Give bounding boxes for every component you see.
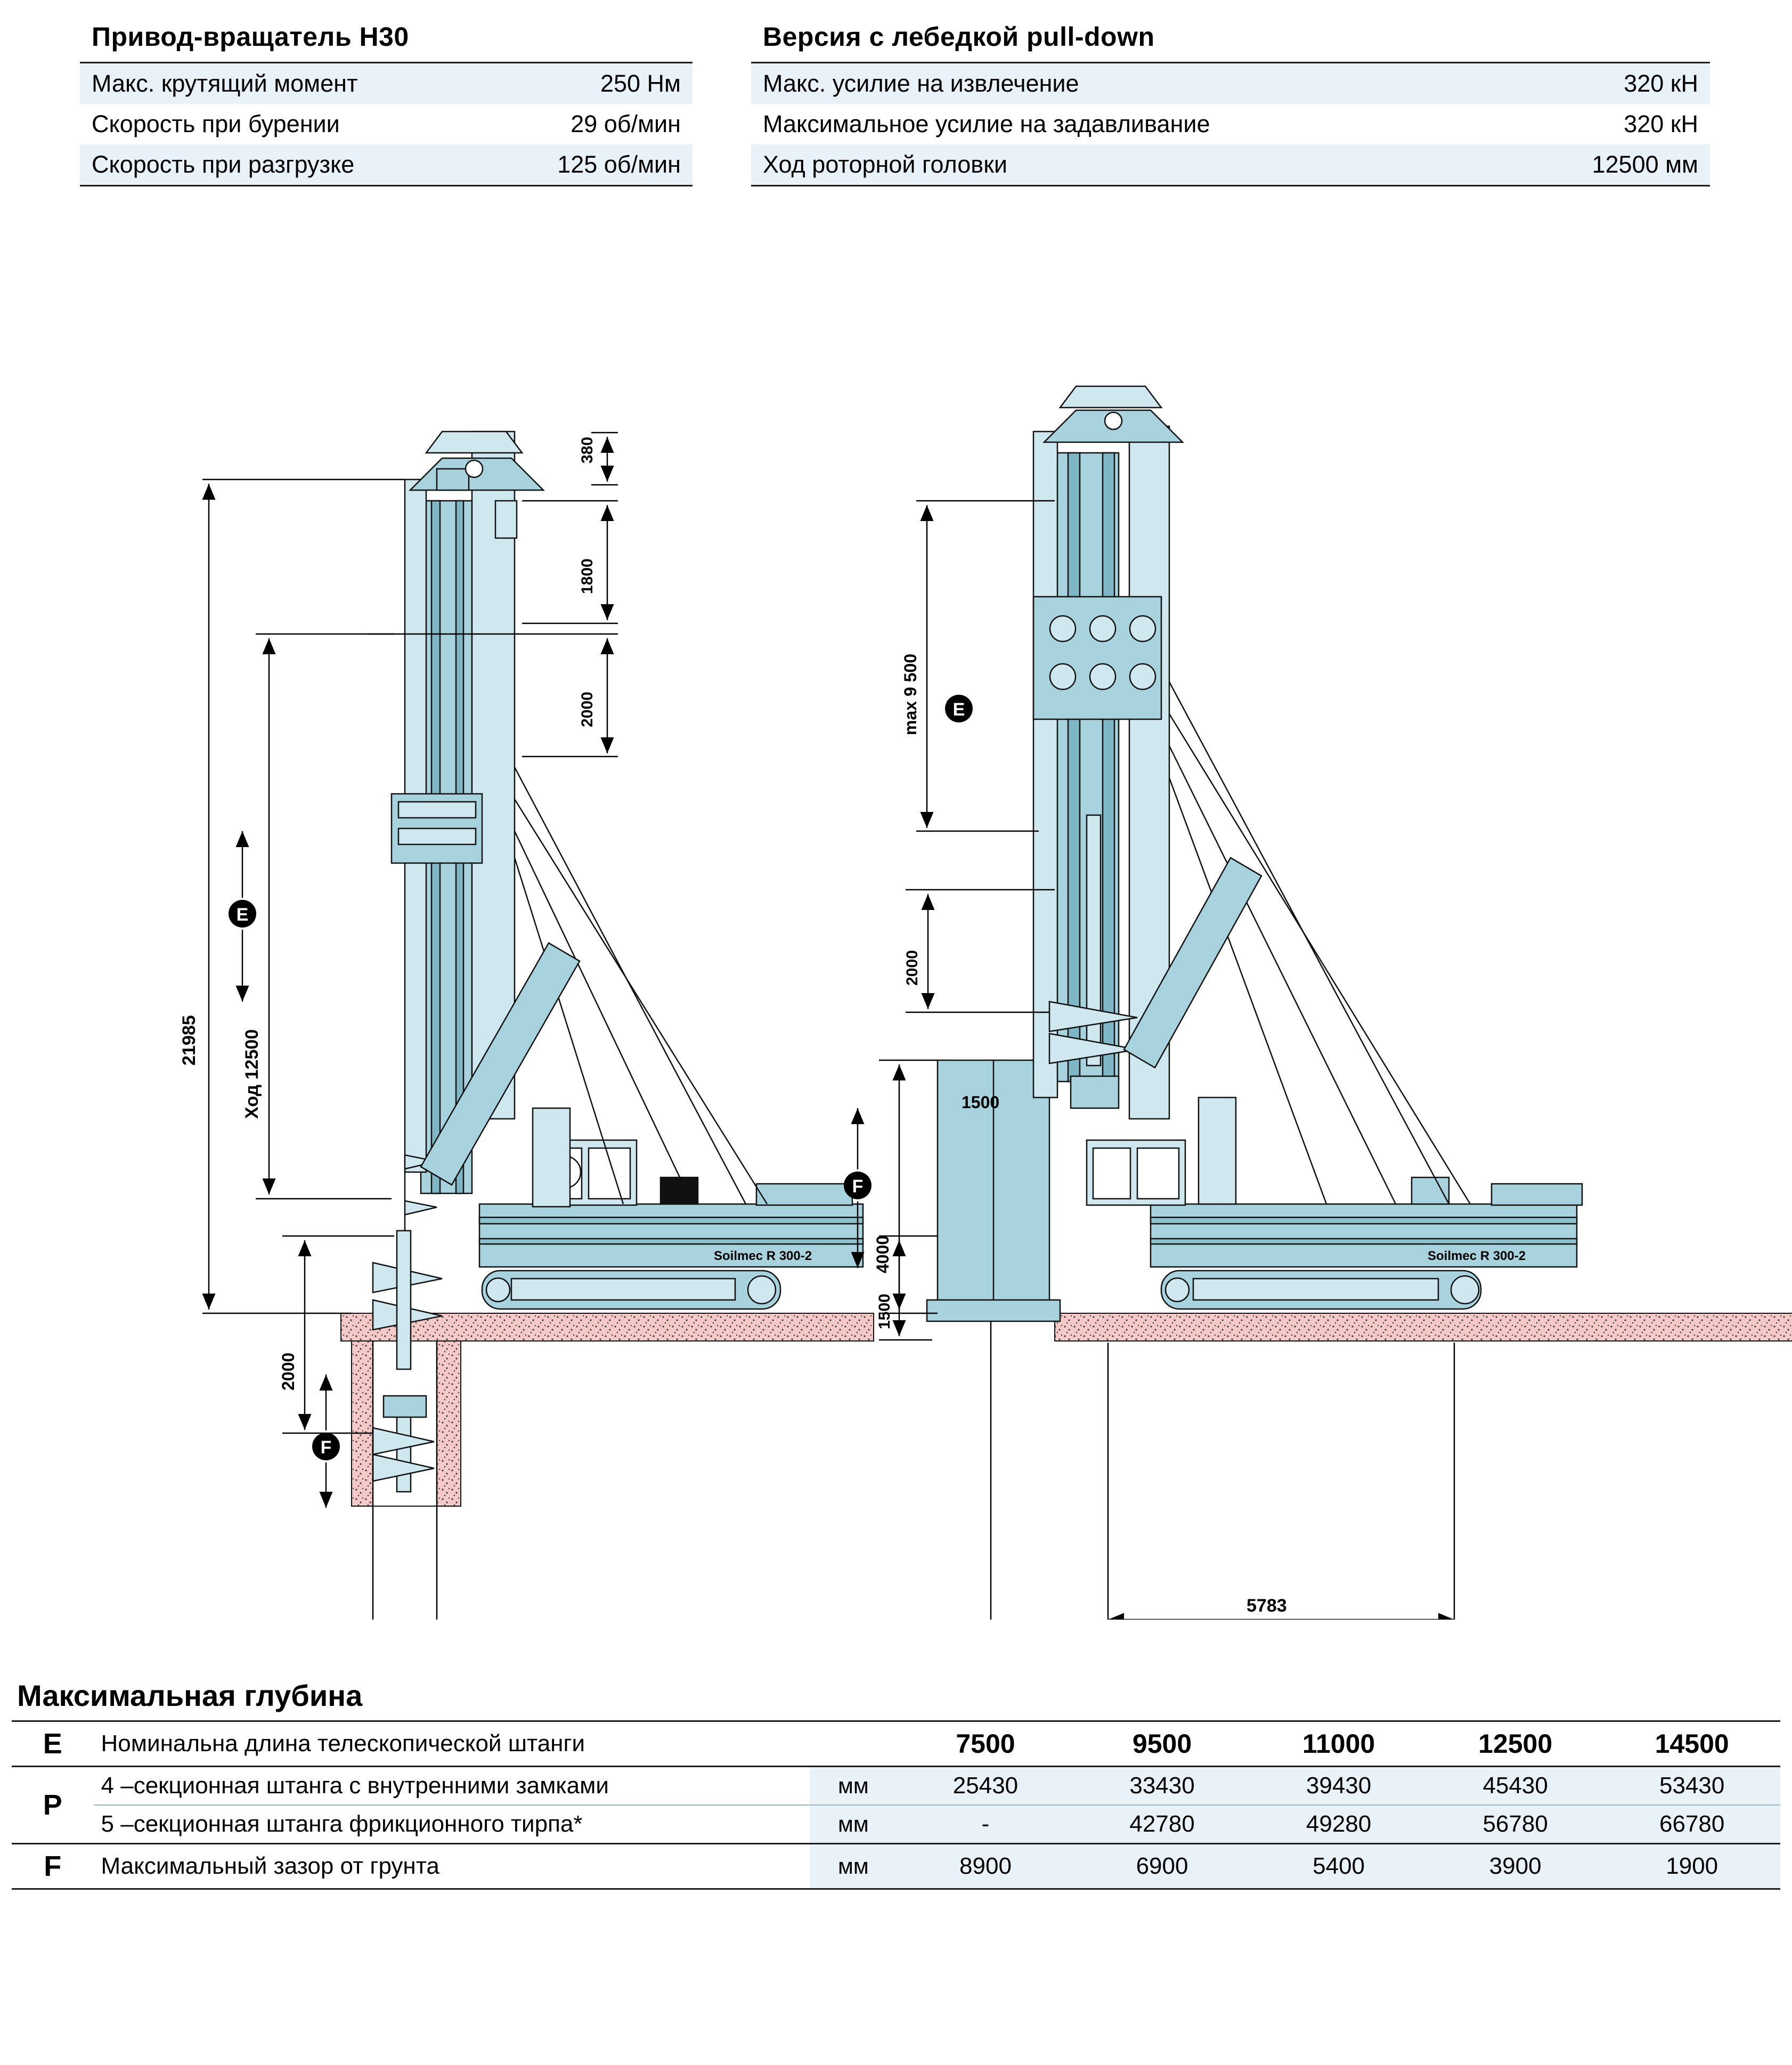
- spec-value: 29 об/мин: [571, 110, 681, 137]
- dim-label-max-9500: max 9 500: [901, 653, 920, 735]
- row-unit-P2: мм: [810, 1805, 898, 1844]
- marker-E-left: [229, 831, 256, 1002]
- dim-label-2000-mid: 2000: [279, 1352, 298, 1391]
- table-row: [80, 63, 693, 104]
- row-desc-P1: 4 –секционная штанга с внутренними замками: [94, 1767, 810, 1806]
- cell-P1-9500: 33430: [1074, 1767, 1251, 1806]
- col-header-7500: 7500: [897, 1721, 1074, 1767]
- dim-4800-r4550: [991, 1321, 1715, 1620]
- max-depth-table: [12, 1720, 1780, 1890]
- dim-label-380: 380: [579, 436, 596, 464]
- spec-label: Скорость при бурении: [92, 110, 340, 137]
- mast-head-right: [1044, 386, 1183, 442]
- spec-table-pulldown-winch: [751, 63, 1710, 185]
- col-header-11000: 11000: [1250, 1721, 1427, 1767]
- spec-label: Скорость при разгрузке: [92, 151, 355, 178]
- row-letter-P: P: [12, 1767, 94, 1844]
- table-row-P1: [12, 1767, 1780, 1806]
- spec-label: Макс. крутящий момент: [92, 70, 358, 97]
- spec-label: Макс. усилие на извлечение: [763, 70, 1079, 97]
- dim-stroke: [256, 634, 394, 1199]
- spec-value: 12500 мм: [1592, 151, 1698, 178]
- table-row-P2: [12, 1805, 1780, 1844]
- table-row: [80, 144, 693, 185]
- rotary-head-right: [1033, 597, 1161, 719]
- depth-table-title: Максимальная глубина: [17, 1679, 363, 1712]
- left-machine-view: [179, 432, 874, 1620]
- spec-label: Максимальное усилие на задавливание: [763, 110, 1210, 137]
- technical-drawing: [0, 202, 1792, 1620]
- cell-P2-14500: 66780: [1603, 1805, 1780, 1844]
- ground-hatch-right: [1055, 1313, 1792, 1341]
- dim-4000: [879, 1060, 938, 1313]
- divider: [80, 185, 693, 186]
- machine-model-label-right: Soilmec R 300-2: [1428, 1249, 1526, 1263]
- cell-P2-12500: 56780: [1427, 1805, 1604, 1844]
- row-unit-F: мм: [810, 1844, 898, 1889]
- spec-value: 125 об/мин: [557, 151, 681, 178]
- dim-label-1800: 1800: [579, 558, 596, 594]
- cell-P2-9500: 42780: [1074, 1805, 1251, 1844]
- svg-text:F: F: [852, 1176, 864, 1197]
- dim-label-4000: 4000: [873, 1235, 892, 1273]
- svg-text:E: E: [236, 905, 249, 925]
- table-row: [80, 104, 693, 144]
- row-desc-P2: 5 –секционная штанга фрикционного тирпа*: [94, 1805, 810, 1844]
- marker-F-left: [312, 1375, 340, 1508]
- spec-block-rotary-drive: [80, 21, 693, 186]
- spec-block-pulldown-winch: [751, 21, 1710, 186]
- cell-F-11000: 5400: [1250, 1844, 1427, 1889]
- dim-label-5783: 5783: [1247, 1596, 1287, 1616]
- right-machine-view: [844, 386, 1792, 1620]
- col-header-9500: 9500: [1074, 1721, 1251, 1767]
- cell-P2-7500: -: [897, 1805, 1074, 1844]
- table-row: [751, 144, 1710, 185]
- spec-label: Ход роторной головки: [763, 151, 1008, 178]
- table-row-E: [12, 1721, 1780, 1767]
- svg-text:F: F: [320, 1437, 332, 1458]
- rotary-head: [392, 794, 482, 863]
- crawler-track: [482, 1271, 780, 1309]
- cell-P2-11000: 49280: [1250, 1805, 1427, 1844]
- col-header-12500: 12500: [1427, 1721, 1604, 1767]
- dim-1800: [522, 501, 618, 623]
- svg-text:E: E: [952, 700, 965, 720]
- row-unit-P1: мм: [810, 1767, 898, 1806]
- row-unit-E: [810, 1721, 898, 1767]
- max-depth-section: [0, 1678, 1792, 1890]
- top-specifications: [0, 0, 1792, 186]
- cell-P1-14500: 53430: [1603, 1767, 1780, 1806]
- cell-F-12500: 3900: [1427, 1844, 1604, 1889]
- marker-E-right: [945, 695, 973, 722]
- row-desc-F: Максимальный зазор от грунта: [94, 1844, 810, 1889]
- cell-P1-11000: 39430: [1250, 1767, 1427, 1806]
- dim-21985: [202, 479, 405, 1313]
- dim-label-1500-low: 1500: [876, 1294, 893, 1329]
- dim-2000-right: [906, 890, 1055, 1012]
- spec-value: 250 Нм: [600, 70, 681, 97]
- cell-F-14500: 1900: [1603, 1844, 1780, 1889]
- table-row: [751, 63, 1710, 104]
- row-letter-E: E: [12, 1721, 94, 1767]
- dim-label-21985: 21985: [179, 1015, 199, 1066]
- spec-value: 320 кН: [1624, 110, 1698, 137]
- operator-cabin-right: [1087, 1140, 1185, 1205]
- spec-title-rotary-drive: Привод-вращатель H30: [92, 22, 409, 52]
- dim-label-2000-top: 2000: [579, 692, 596, 727]
- row-desc-E: Номинальна длина телескопической штанги: [94, 1721, 810, 1767]
- row-letter-F: F: [12, 1844, 94, 1889]
- spec-value: 320 кН: [1624, 70, 1698, 97]
- machine-model-label-left: Soilmec R 300-2: [714, 1249, 812, 1263]
- spec-title-pulldown-winch: Версия с лебедкой pull-down: [763, 22, 1155, 52]
- cell-P1-12500: 45430: [1427, 1767, 1604, 1806]
- spec-table-rotary-drive: [80, 63, 693, 185]
- dim-label-1500-box: 1500: [962, 1093, 1000, 1112]
- cell-F-7500: 8900: [897, 1844, 1074, 1889]
- col-header-14500: 14500: [1603, 1721, 1780, 1767]
- dim-label-stroke: Ход 12500: [242, 1029, 262, 1119]
- crawler-track-right: [1161, 1271, 1481, 1309]
- table-row-F: [12, 1844, 1780, 1889]
- dim-label-2000-right: 2000: [903, 950, 921, 986]
- cell-F-9500: 6900: [1074, 1844, 1251, 1889]
- divider: [751, 185, 1710, 186]
- dim-5783: [1108, 1343, 1454, 1620]
- cell-P1-7500: 25430: [897, 1767, 1074, 1806]
- table-row: [751, 104, 1710, 144]
